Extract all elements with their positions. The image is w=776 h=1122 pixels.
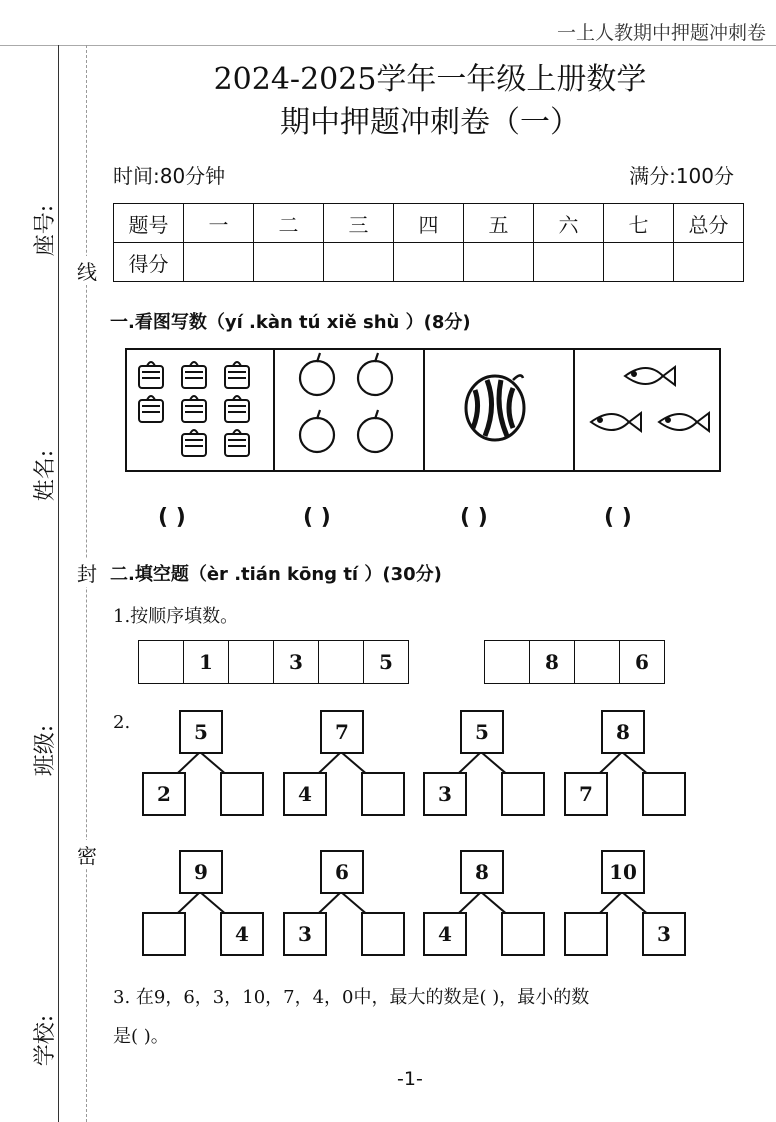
sequence-cell: 1 [184, 641, 229, 683]
sequence-cell[interactable] [229, 641, 274, 683]
decomposition-tree [283, 710, 403, 830]
section1-title: 一.看图写数（yí .kàn tú xiě shù ）(8分) [110, 312, 471, 333]
decomposition-tree [142, 850, 262, 970]
tree-top-box: 10 [601, 850, 645, 894]
tree-right-box[interactable] [501, 772, 545, 816]
margin-seal-char: 封 [77, 558, 97, 587]
answer-blank[interactable]: ( ) [460, 505, 488, 530]
series-title: 一上人教期中押题冲刺卷 [556, 22, 766, 44]
score-header: 二 [254, 204, 324, 243]
picture-panel [125, 348, 721, 472]
tree-left-box: 4 [283, 772, 327, 816]
score-cell[interactable] [464, 243, 534, 282]
tree-right-box[interactable] [501, 912, 545, 956]
watermelon-cell [425, 350, 575, 470]
tree-left-box: 3 [423, 772, 467, 816]
tree-right-box: 3 [642, 912, 686, 956]
score-header: 总分 [674, 204, 744, 243]
sequence-row-1 [138, 640, 409, 684]
tree-left-box: 7 [564, 772, 608, 816]
class-label: 班级: [33, 724, 59, 777]
apple-cell [275, 350, 425, 470]
q2-label: 2. [113, 712, 131, 733]
tree-top-box: 8 [601, 710, 645, 754]
sequence-cell: 5 [379, 650, 393, 674]
decomposition-tree [142, 710, 262, 830]
decomposition-tree [423, 850, 543, 970]
q1-label: 1.按顺序填数。 [113, 606, 239, 627]
tree-left-box: 3 [283, 912, 327, 956]
decomposition-tree [564, 850, 684, 970]
exam-time: 时间:80分钟 [113, 164, 226, 188]
margin-secret-char: 密 [77, 840, 97, 869]
tree-right-box[interactable] [642, 772, 686, 816]
score-cell[interactable] [534, 243, 604, 282]
full-score: 满分:100分 [629, 164, 734, 188]
score-header: 四 [394, 204, 464, 243]
page-title-line1: 2024-2025学年一年级上册数学 [213, 62, 647, 97]
apple-icon [275, 350, 423, 470]
sequence-cell[interactable] [485, 641, 530, 683]
q3-line2: 是( )。 [113, 1026, 169, 1047]
sequence-cell: 6 [635, 650, 649, 674]
gift-box-icon [127, 350, 273, 470]
answer-blank[interactable]: ( ) [303, 505, 331, 530]
score-header: 题号 [114, 204, 184, 243]
sequence-cell: 8 [530, 641, 575, 683]
score-cell[interactable] [604, 243, 674, 282]
header-divider [0, 45, 776, 46]
decomposition-tree [564, 710, 684, 830]
decomposition-tree [283, 850, 403, 970]
answer-blank[interactable]: ( ) [604, 505, 632, 530]
sequence-cell[interactable] [319, 641, 364, 683]
score-header: 七 [604, 204, 674, 243]
score-cell[interactable] [324, 243, 394, 282]
tree-top-box: 9 [179, 850, 223, 894]
tree-top-box: 8 [460, 850, 504, 894]
score-header: 三 [324, 204, 394, 243]
answer-blank[interactable]: ( ) [158, 505, 186, 530]
score-row-label: 得分 [114, 243, 184, 282]
score-cell[interactable] [674, 243, 744, 282]
tree-top-box: 5 [179, 710, 223, 754]
gift-cell [127, 350, 275, 470]
tree-right-box[interactable] [220, 772, 264, 816]
tree-right-box[interactable] [361, 912, 405, 956]
sequence-cell[interactable] [139, 641, 184, 683]
name-label: 姓名: [33, 449, 59, 502]
score-cell[interactable] [254, 243, 324, 282]
tree-left-box[interactable] [564, 912, 608, 956]
page-number: -1- [397, 1068, 423, 1090]
tree-top-box: 5 [460, 710, 504, 754]
tree-right-box: 4 [220, 912, 264, 956]
sequence-cell: 3 [274, 641, 319, 683]
margin-line-char: 线 [77, 256, 97, 285]
score-header: 一 [184, 204, 254, 243]
tree-top-box: 7 [320, 710, 364, 754]
score-header: 五 [464, 204, 534, 243]
sequence-cell[interactable] [575, 641, 620, 683]
school-label: 学校: [33, 1014, 59, 1067]
decomposition-tree [423, 710, 543, 830]
q3-line1: 3. 在9，6，3，10，7，4，0中，最大的数是( )，最小的数 [113, 987, 590, 1008]
section2-title: 二.填空题（èr .tián kōng tí ）(30分) [110, 564, 442, 585]
page-title-line2: 期中押题冲刺卷（一） [280, 105, 580, 140]
score-cell[interactable] [184, 243, 254, 282]
seat-label: 座号: [33, 204, 59, 257]
fish-cell [575, 350, 721, 470]
sequence-row-2 [484, 640, 665, 684]
tree-left-box: 2 [142, 772, 186, 816]
tree-left-box: 4 [423, 912, 467, 956]
tree-left-box[interactable] [142, 912, 186, 956]
tree-top-box: 6 [320, 850, 364, 894]
score-header: 六 [534, 204, 604, 243]
fish-icon [575, 350, 721, 470]
watermelon-icon [425, 350, 573, 470]
score-cell[interactable] [394, 243, 464, 282]
tree-right-box[interactable] [361, 772, 405, 816]
score-table [113, 203, 744, 282]
